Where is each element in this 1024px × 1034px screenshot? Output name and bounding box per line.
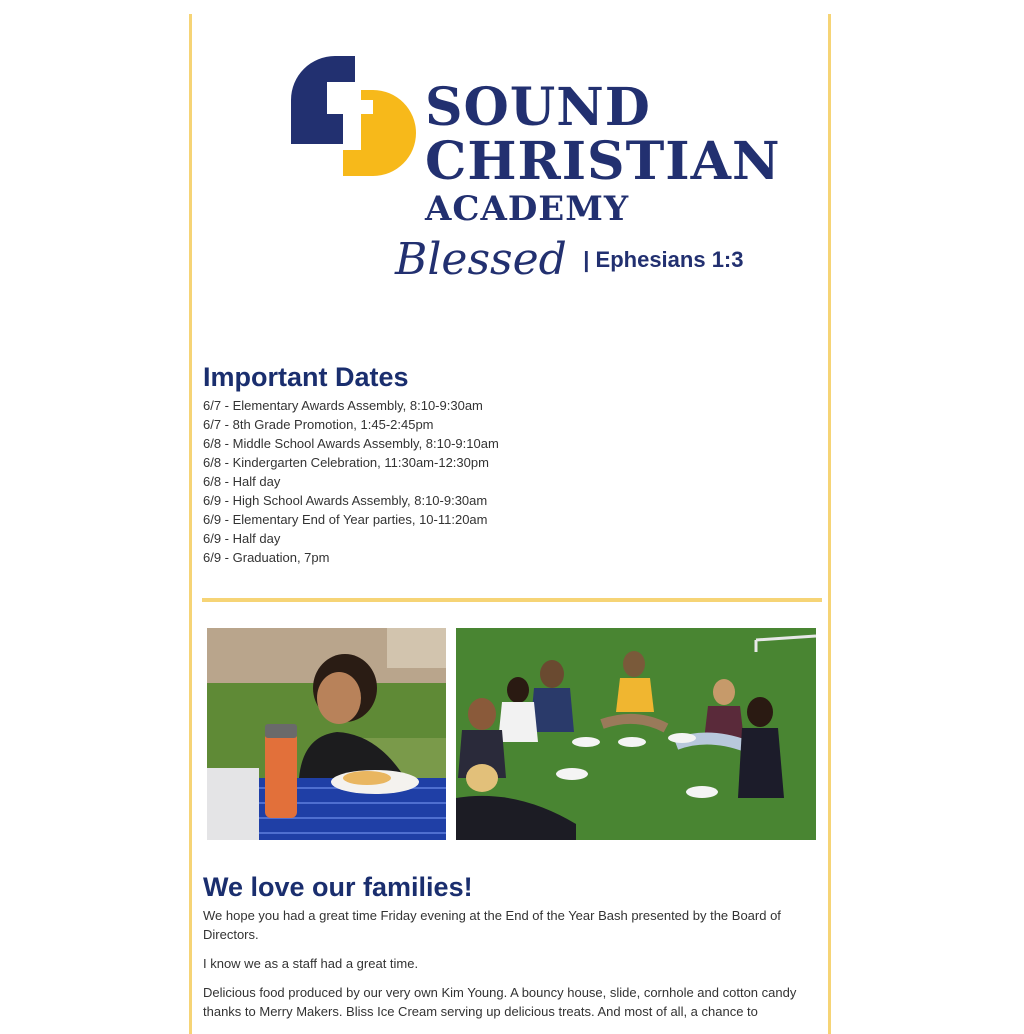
date-item: 6/8 - Middle School Awards Assembly, 8:10-9:10am bbox=[203, 436, 499, 451]
date-item: 6/9 - Graduation, 7pm bbox=[203, 550, 330, 565]
cross-logo-icon bbox=[287, 52, 417, 182]
date-item: 6/9 - Half day bbox=[203, 531, 281, 546]
date-item: 6/7 - 8th Grade Promotion, 1:45-2:45pm bbox=[203, 417, 434, 432]
date-item: 6/7 - Elementary Awards Assembly, 8:10-9:30am bbox=[203, 398, 483, 413]
important-dates-list bbox=[203, 396, 499, 567]
date-item: 6/8 - Kindergarten Celebration, 11:30am-12:30pm bbox=[203, 455, 489, 470]
date-item: 6/9 - Elementary End of Year parties, 10-11:20am bbox=[203, 512, 488, 527]
logo-line-academy: ACADEMY bbox=[425, 189, 630, 229]
families-heading: We love our families! bbox=[203, 872, 473, 902]
date-item: 6/9 - High School Awards Assembly, 8:10-9:30am bbox=[203, 493, 488, 508]
families-paragraph: We hope you had a great time Friday evening at the End of the Year Bash presented by the Board of Directors. bbox=[203, 908, 781, 942]
photo-students-lawn bbox=[456, 628, 816, 840]
school-name bbox=[425, 77, 781, 229]
tagline bbox=[395, 234, 744, 285]
families-paragraph: Delicious food produced by our very own Kim Young. A bouncy house, slide, cornhole and cotton candy thanks to Merry Makers. Bliss Ice Cream serving up delicious treats. And most of all, a chance to bbox=[203, 985, 797, 1019]
section-divider bbox=[202, 598, 822, 602]
tagline-verse: | Ephesians 1:3 bbox=[583, 246, 744, 272]
tagline-blessed: Blessed bbox=[395, 234, 567, 285]
families-paragraph: I know we as a staff had a great time. bbox=[203, 956, 419, 971]
newsletter-container bbox=[189, 14, 831, 1034]
photo-girl-picnic bbox=[207, 628, 446, 840]
logo-line-sound: SOUND bbox=[425, 77, 651, 138]
important-dates-heading: Important Dates bbox=[203, 362, 409, 392]
date-item: 6/8 - Half day bbox=[203, 474, 281, 489]
logo-line-christian: CHRISTIAN bbox=[425, 131, 781, 192]
school-logo bbox=[287, 52, 781, 292]
